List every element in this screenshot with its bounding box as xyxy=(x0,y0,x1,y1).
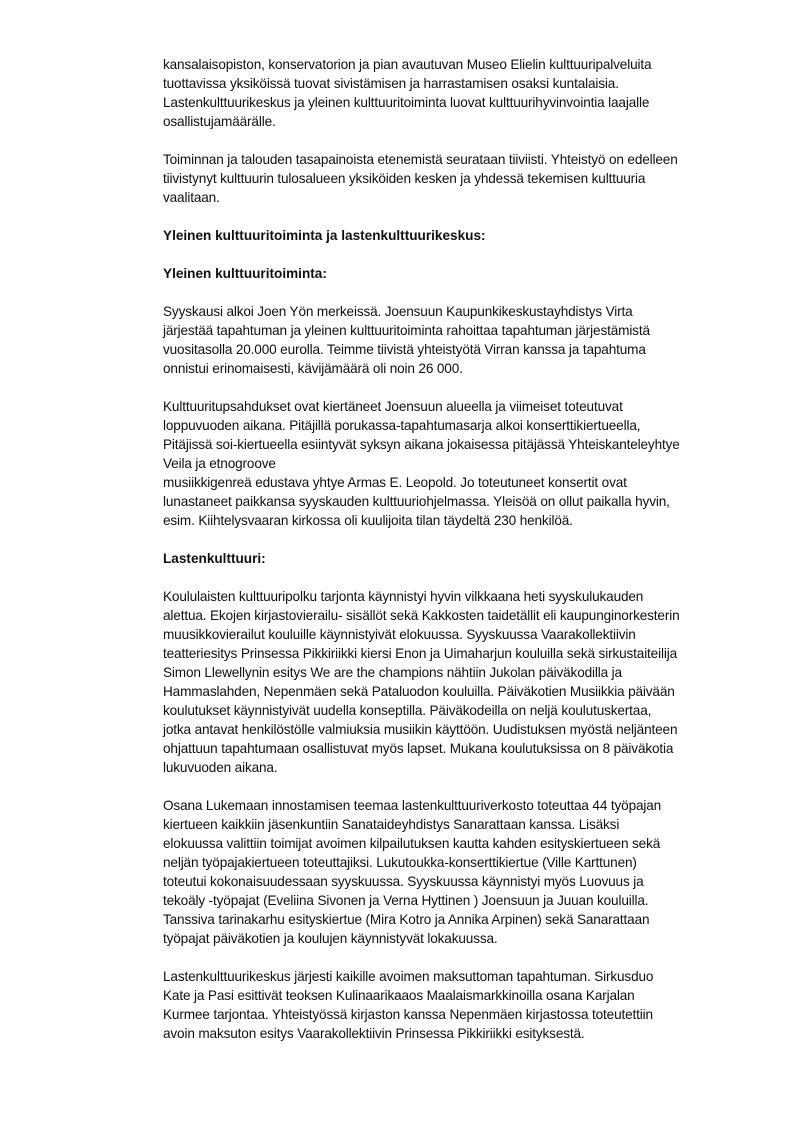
text-line: avoin maksuton esitys Vaarakollektiivin Prinsessa Pikkiriikki esityksestä. xyxy=(163,1026,585,1041)
text-line: Kulttuuritupsahdukset ovat kiertäneet Joensuun alueella ja viimeiset toteutuvat xyxy=(163,399,623,414)
text-line: Simon Llewellynin esitys We are the champions nähtiin Jukolan päiväkodilla ja xyxy=(163,665,622,680)
text-line: Lastenkulttuurikeskus järjesti kaikille avoimen maksuttoman tapahtuman. Sirkusduo xyxy=(163,969,654,984)
section-heading: Lastenkulttuuri: xyxy=(163,551,266,566)
document-page xyxy=(163,55,763,1062)
section-heading: Yleinen kulttuuritoiminta: xyxy=(163,266,327,281)
paragraph xyxy=(163,55,763,131)
text-line: kansalaisopiston, konservatorion ja pian avautuvan Museo Elielin kulttuuripalveluita xyxy=(163,57,652,72)
text-line: ohjattuun tapahtumaan osallistuvat myös lapset. Mukana koulutuksissa on 8 päiväkotia xyxy=(163,741,674,756)
text-line: vuositasolla 20.000 eurolla. Teimme tiivistä yhteistyötä Virran kanssa ja tapahtuma xyxy=(163,342,646,357)
text-line: Hammaslahden, Nepenmäen sekä Pataluodon kouluilla. Päiväkotien Musiikkia päivään xyxy=(163,684,675,699)
text-line: musiikkigenreä edustava yhtye Armas E. Leopold. Jo toteutuneet konsertit ovat xyxy=(163,475,627,490)
paragraph xyxy=(163,587,763,777)
text-line: tiivistynyt kulttuurin tulosalueen yksiköiden kesken ja yhdessä tekemisen kulttuuria xyxy=(163,171,646,186)
text-line: onnistui erinomaisesti, kävijämäärä oli noin 26 000. xyxy=(163,361,463,376)
text-line: Kurmee tarjontaa. Yhteistyössä kirjaston kanssa Nepenmäen kirjastossa toteutettiin xyxy=(163,1007,653,1022)
text-line: työpajat päiväkotien ja koulujen käynnistyvät lokakuussa. xyxy=(163,931,498,946)
text-line: esim. Kiihtelysvaaran kirkossa oli kuulijoita tilan täydeltä 230 henkilöä. xyxy=(163,513,573,528)
text-line: järjestää tapahtuman ja yleinen kulttuuritoiminta rahoittaa tapahtuman järjestämistä xyxy=(163,323,650,338)
text-line: Veila ja etnogroove xyxy=(163,456,276,471)
section-heading: Yleinen kulttuuritoiminta ja lastenkulttuurikeskus: xyxy=(163,228,486,243)
text-line: Toiminnan ja talouden tasapainoista etenemistä seurataan tiiviisti. Yhteistyö on edelleen xyxy=(163,152,678,167)
paragraph xyxy=(163,967,763,1043)
text-line: Pitäjissä soi-kiertueella esiintyvät syksyn aikana jokaisessa pitäjässä Yhteiskanteleyhtye xyxy=(163,437,680,452)
text-line: elokuussa valittiin toimijat avoimen kilpailutuksen kautta kahden esityskiertueen sekä xyxy=(163,836,661,851)
paragraph xyxy=(163,397,763,530)
text-line: Syyskausi alkoi Joen Yön merkeissä. Joensuun Kaupunkikeskustayhdistys Virta xyxy=(163,304,633,319)
paragraph xyxy=(163,150,763,207)
text-line: alettua. Ekojen kirjastovierailu- sisällöt sekä Kakkosten taidetällit eli kaupunginorkesterin xyxy=(163,608,680,623)
text-line: Tanssiva tarinakarhu esityskiertue (Mira Kotro ja Annika Arpinen) sekä Sanarattaan xyxy=(163,912,650,927)
text-line: tekoäly -työpajat (Eveliina Sivonen ja Verna Hyttinen ) Joensuun ja Juuan kouluilla. xyxy=(163,893,649,908)
text-line: neljän työpajakiertueen toteuttajiksi. Lukutoukka-konserttikiertue (Ville Karttunen) xyxy=(163,855,637,870)
text-line: lunastaneet paikkansa syyskauden kulttuuriohjelmassa. Yleisöä on ollut paikalla hyvin, xyxy=(163,494,670,509)
text-line: toteutui kokonaisuudessaan syyskuussa. Syyskuussa käynnistyi myös Luovuus ja xyxy=(163,874,644,889)
text-line: Koululaisten kulttuuripolku tarjonta käynnistyi hyvin vilkkaana heti syyskulukauden xyxy=(163,589,644,604)
text-line: osallistujamäärälle. xyxy=(163,114,276,129)
text-line: kiertueen kaikkiin jäsenkuntiin Sanataideyhdistys Sanarattaan kanssa. Lisäksi xyxy=(163,817,620,832)
paragraph xyxy=(163,302,763,378)
text-line: loppuvuoden aikana. Pitäjillä porukassa-tapahtumasarja alkoi konserttikiertueella, xyxy=(163,418,641,433)
text-line: Kate ja Pasi esittivät teoksen Kulinaarikaaos Maalaismarkkinoilla osana Karjalan xyxy=(163,988,635,1003)
text-line: koulutukset käynnistyivät uudella konseptilla. Päiväkodeilla on neljä koulutuskertaa, xyxy=(163,703,652,718)
text-line: tuottavissa yksiköissä tuovat sivistämisen ja harrastamisen osaksi kuntalaisia. xyxy=(163,76,619,91)
text-line: lukuvuoden aikana. xyxy=(163,760,278,775)
text-line: teatteriesitys Prinsessa Pikkiriikki kiersi Enon ja Uimaharjun kouluilla sekä sirkustaiteilija xyxy=(163,646,677,661)
text-line: Lastenkulttuurikeskus ja yleinen kulttuuritoiminta luovat kulttuurihyvinvointia laajalle xyxy=(163,95,650,110)
text-line: jotka antavat henkilöstölle valmiuksia musiikin käyttöön. Uudistuksen myöstä neljänteen xyxy=(163,722,678,737)
text-line: muusikkovierailut kouluille käynnistyivät elokuussa. Syyskuussa Vaarakollektiivin xyxy=(163,627,636,642)
paragraph xyxy=(163,796,763,948)
text-line: vaalitaan. xyxy=(163,190,220,205)
text-line: Osana Lukemaan innostamisen teemaa lastenkulttuuriverkosto toteuttaa 44 työpajan xyxy=(163,798,662,813)
